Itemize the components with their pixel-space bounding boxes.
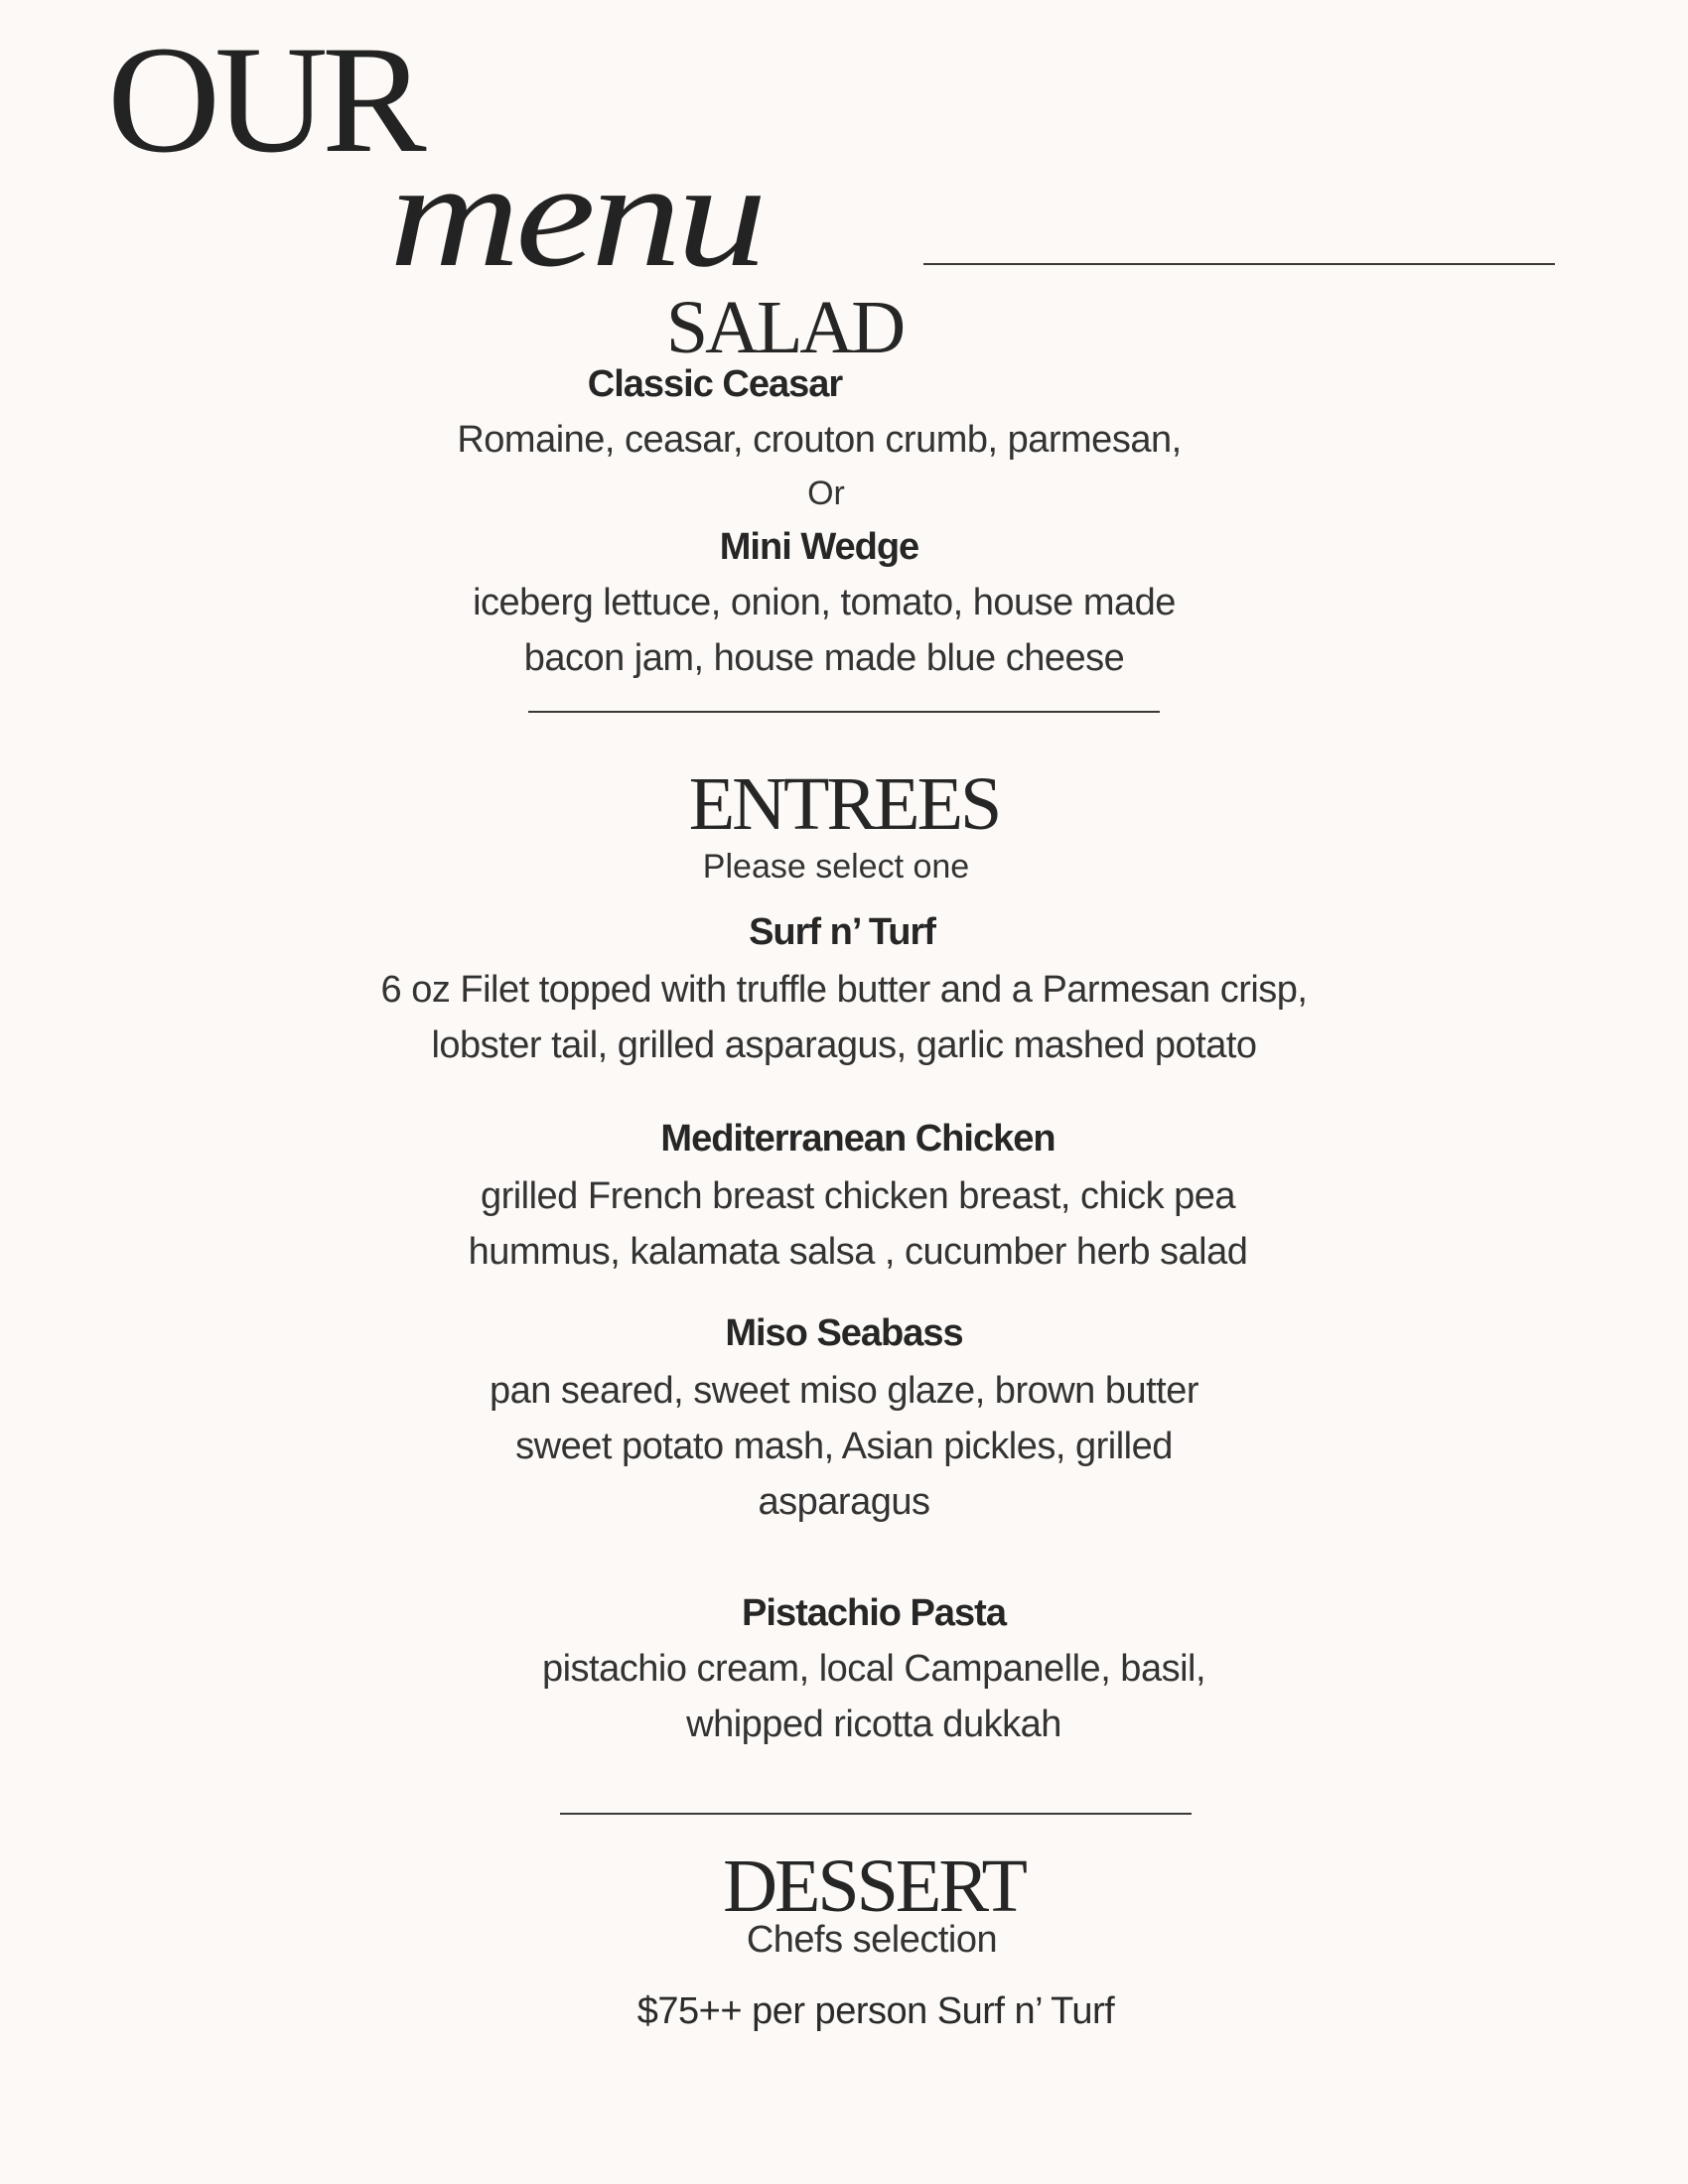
menu-title-our: OUR bbox=[107, 14, 421, 186]
salad-item-desc: bacon jam, house made blue cheese bbox=[523, 637, 1125, 679]
entree-item-desc: lobster tail, grilled asparagus, garlic mashed potato bbox=[431, 1024, 1257, 1066]
entree-item-desc: pistachio cream, local Campanelle, basil, bbox=[541, 1648, 1206, 1690]
entree-item-desc: 6 oz Filet topped with truffle butter and a Parmesan crisp, bbox=[380, 969, 1308, 1011]
salad-item-desc: iceberg lettuce, onion, tomato, house made bbox=[473, 582, 1176, 623]
salad-item-name: Classic Ceasar bbox=[587, 363, 843, 405]
entree-item-name: Pistachio Pasta bbox=[742, 1592, 1006, 1634]
price-line: $75++ per person Surf n’ Turf bbox=[636, 1990, 1115, 2032]
entrees-note: Please select one bbox=[702, 848, 970, 886]
salad-item-desc: Romaine, ceasar, crouton crumb, parmesan, bbox=[457, 419, 1182, 461]
dessert-heading: DESSERT bbox=[723, 1844, 1025, 1928]
entree-item-desc: sweet potato mash, Asian pickles, grilled bbox=[515, 1426, 1173, 1467]
salad-or-separator: Or bbox=[807, 475, 845, 512]
salad-heading: SALAD bbox=[665, 286, 904, 369]
entrees-divider bbox=[560, 1813, 1192, 1815]
entree-item-name: Mediterranean Chicken bbox=[660, 1118, 1055, 1160]
entree-item-desc: whipped ricotta dukkah bbox=[686, 1704, 1061, 1745]
entree-item-desc: hummus, kalamata salsa , cucumber herb salad bbox=[468, 1231, 1248, 1273]
dessert-note: Chefs selection bbox=[746, 1919, 998, 1961]
salad-item-name: Mini Wedge bbox=[719, 526, 919, 568]
entree-item-name: Surf n’ Turf bbox=[749, 911, 935, 953]
entrees-heading: ENTREES bbox=[688, 762, 1000, 846]
entree-item-name: Miso Seabass bbox=[725, 1312, 963, 1354]
entree-item-desc: grilled French breast chicken breast, chick pea bbox=[480, 1175, 1236, 1217]
entree-item-desc: asparagus bbox=[758, 1481, 930, 1523]
salad-divider bbox=[528, 711, 1160, 713]
header-divider bbox=[923, 263, 1555, 265]
entree-item-desc: pan seared, sweet miso glaze, brown butter bbox=[489, 1370, 1199, 1412]
menu-title-script: menu bbox=[389, 131, 763, 298]
